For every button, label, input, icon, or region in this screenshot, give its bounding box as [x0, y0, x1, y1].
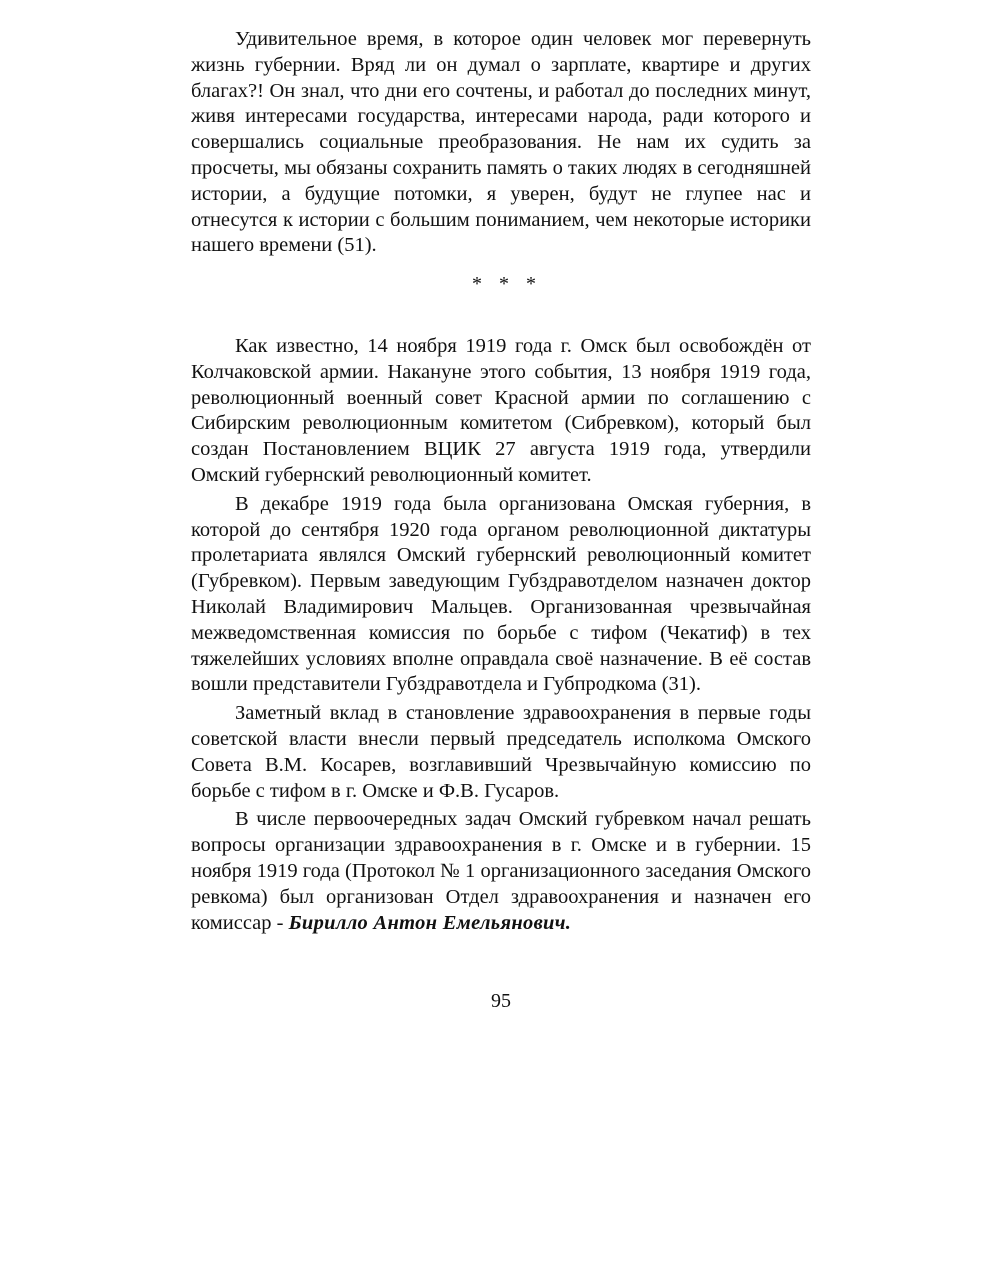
page-number: 95 — [491, 990, 511, 1012]
paragraph-health-department-text: В числе первоочередных задач Омский губревком начал решать вопросы организации здравоохранения в г. Омске и в губернии. 15 ноября 1919 года (Протокол № 1 организационного заседания Омского ревкома) был организован Отдел здравоохранения и назначен его комиссар - — [191, 808, 811, 934]
paragraph-health-department — [191, 807, 811, 936]
paragraph-liberation-of-omsk: Как известно, 14 ноября 1919 года г. Омск был освобождён от Колчаковской армии. Накануне этого события, 13 ноября 1919 года, революционный военный совет Красной армии по соглашению с Сибирским революционным комитетом (Сибревком), который был создан Постановлением ВЦИК 27 августа 1919 года, утвердили Омский губернский революционный комитет. — [191, 335, 811, 486]
intro-paragraph: Удивительное время, в которое один человек мог перевернуть жизнь губернии. Вряд ли он думал о зарплате, квартире и других благах?! Он знал, что дни его сочтены, и работал до последних минут, живя интересами государства, интересами народа, ради которого и совершались социальные преобразования. Не нам их судить за просчеты, мы обязаны сохранить память о таких людях в сегодняшней истории, а будущие потомки, я уверен, будут не глупее нас и отнесутся к истории с большим пониманием, чем некоторые историки нашего времени (51). — [191, 28, 811, 257]
paragraph-healthcare-contribution: Заметный вклад в становление здравоохранения в первые годы советской власти внесли первый председатель исполкома Омского Совета В.М. Косарев, возглавивший Чрезвычайную комиссию по борьбе с тифом в г. Омске и Ф.В. Гусаров. — [191, 702, 811, 802]
paragraph-omsk-governorate: В декабре 1919 года была организована Омская губерния, в которой до сентября 1920 года органом революционной диктатуры пролетариата являлся Омский губернский революционный комитет (Губревком). Первым заведующим Губздравотделом назначен доктор Николай Владимирович Мальцев. Организованная чрезвычайная межведомственная комиссия по борьбе с тифом (Чекатиф) в тех тяжелейших условиях вполне оправдала своё назначение. В её состав вошли представители Губздравотдела и Губпродкома (31). — [191, 492, 811, 696]
intro-text-block — [191, 27, 811, 259]
main-text-block — [191, 334, 811, 936]
commissar-name: Бирилло Антон Емельянович. — [288, 911, 572, 934]
section-separator: * * * — [472, 273, 542, 295]
